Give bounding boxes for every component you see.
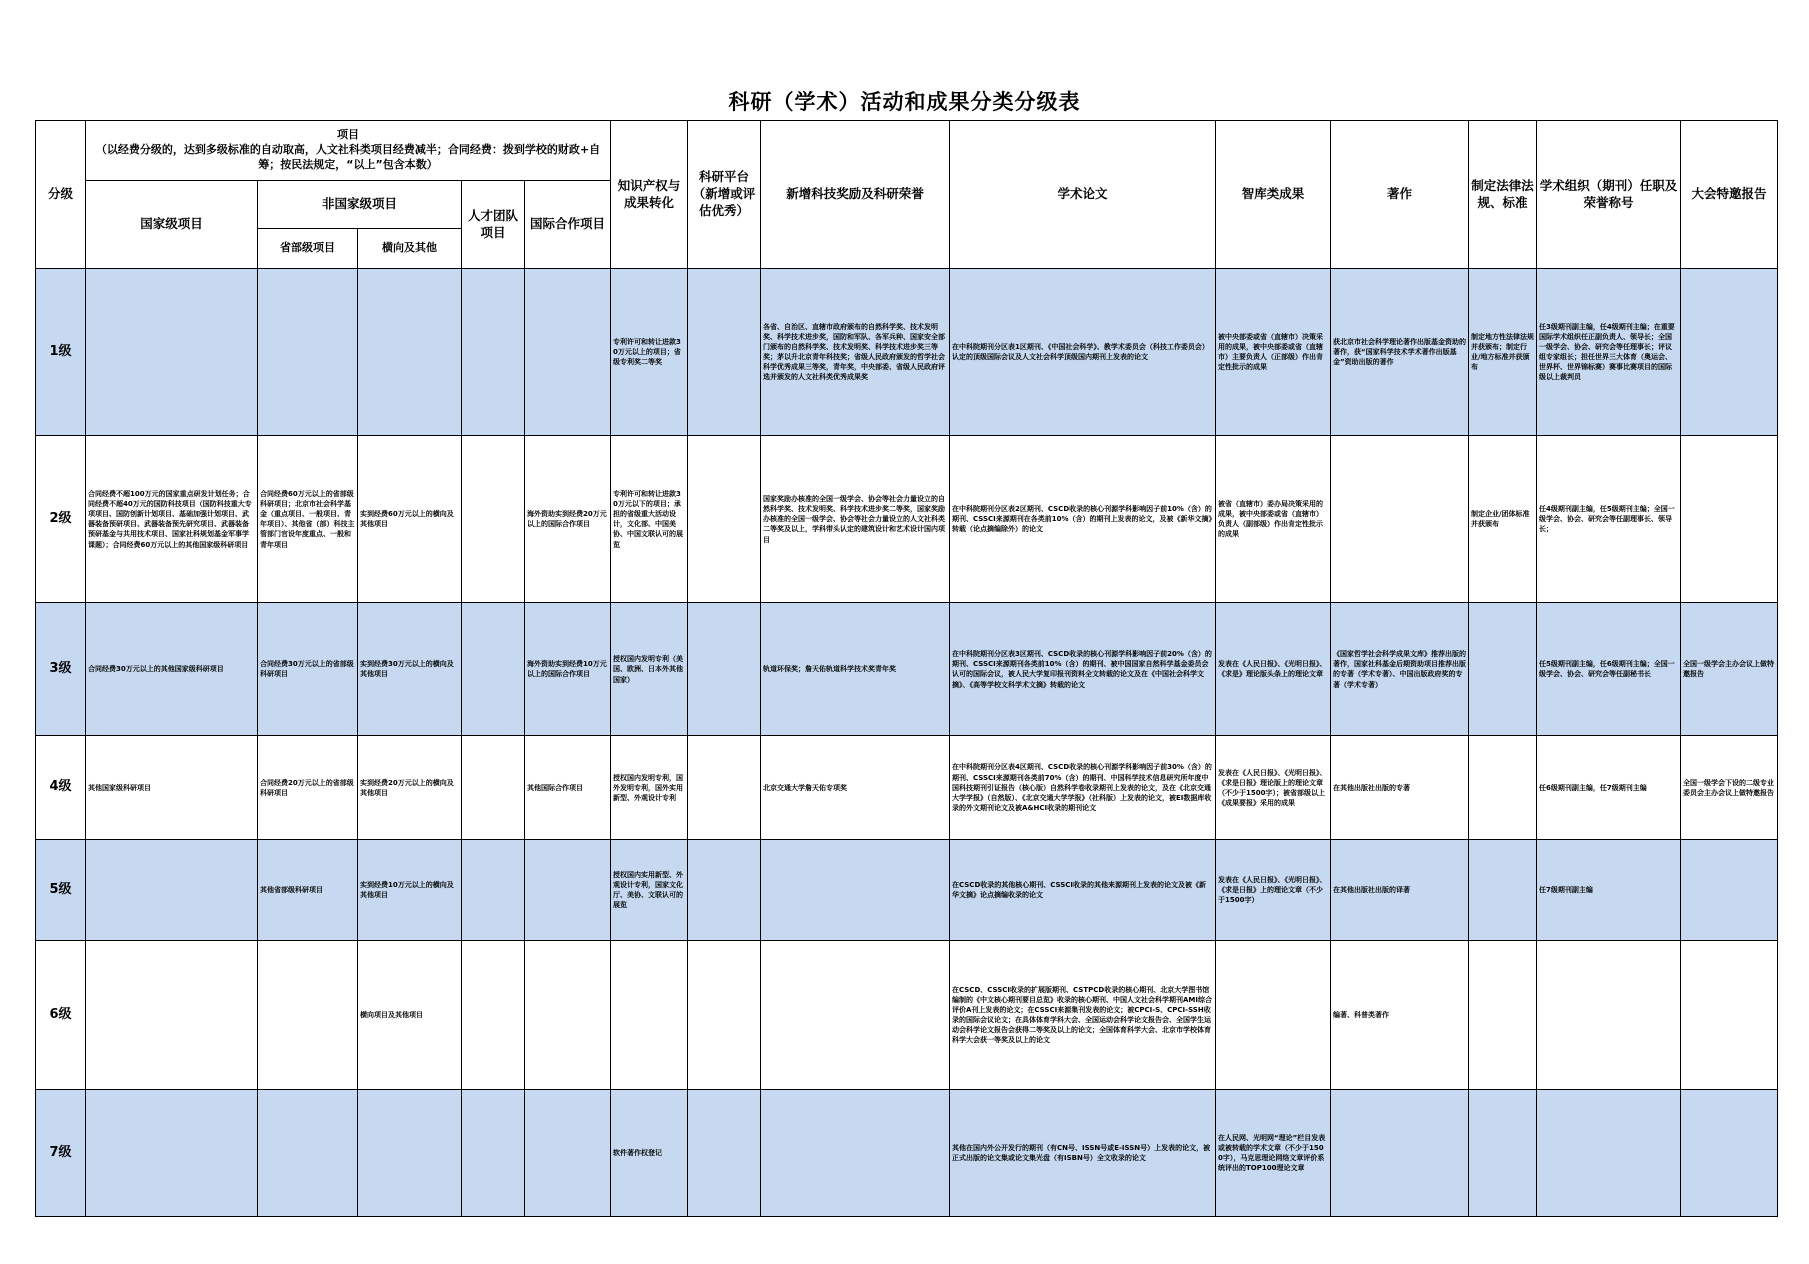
cell-laws (1469, 1090, 1537, 1217)
cell-national (86, 1090, 258, 1217)
cell-laws (1469, 840, 1537, 941)
page-title: 科研（学术）活动和成果分类分级表 (728, 90, 1081, 114)
header-ip: 知识产权与成果转化 (611, 121, 688, 269)
cell-keynote (1681, 269, 1778, 436)
cell-national: 其他国家级科研项目 (86, 736, 258, 840)
cell-horizontal: 横向项目及其他项目 (358, 940, 462, 1089)
table-row (36, 736, 1778, 840)
header-thinktank: 智库类成果 (1216, 121, 1331, 269)
cell-provincial: 合同经费20万元以上的省部级科研项目 (258, 736, 358, 840)
header-talent: 人才团队项目 (462, 181, 525, 269)
cell-ip: 授权国内发明专利（美国、欧洲、日本外其他国家） (611, 603, 688, 736)
cell-papers: 在中科院期刊分区表2区期刊、CSCD收录的核心刊源学科影响因子前10%（含）的期刊、CSSCI来源期刊在各类前10%（含）的期刊上发表的论文，及被《新华文摘》转载（论点摘编除外）的论文 (950, 436, 1216, 603)
cell-laws (1469, 940, 1537, 1089)
table-row (36, 603, 1778, 736)
cell-academic-org: 任6级期刊副主编，任7级期刊主编 (1537, 736, 1681, 840)
cell-laws (1469, 603, 1537, 736)
header-academic-org: 学术组织（期刊）任职及荣誉称号 (1537, 121, 1681, 269)
cell-papers: 在CSCD收录的其他核心期刊、CSSCI收录的其他来源期刊上发表的论文及被《新华文摘》论点摘编收录的论文 (950, 840, 1216, 941)
cell-academic-org: 任3级期刊副主编，任4级期刊主编；在重要国际学术组织任正副负责人、领导长；全国一级学会、协会、研究会等任理事长；评议组专家组长；担任世界三大体育（奥运会、世界杯、世界锦标赛）赛事比赛项目的国际级以上裁判员 (1537, 269, 1681, 436)
cell-talent (462, 436, 525, 603)
cell-talent (462, 736, 525, 840)
cell-papers: 在中科院期刊分区表1区期刊、《中国社会科学》、教学术委员会（科技工作委员会）认定的顶级国际会议及人文社会科学顶级国内期刊上发表的论文 (950, 269, 1216, 436)
cell-provincial (258, 269, 358, 436)
cell-papers: 在中科院期刊分区表3区期刊、CSCD收录的核心刊源学科影响因子前20%（含）的期刊、CSSCI来源期刊各类前10%（含）的期刊、被中国国家自然科学基金委员会认可的国际会议，被人民大学复印报刊资料全文转载的论文及在《中国社会科学文摘》、《高等学校文科学术文摘》转载的论文 (950, 603, 1216, 736)
cell-laws (1469, 736, 1537, 840)
table-row (36, 840, 1778, 941)
cell-papers: 其他在国内外公开发行的期刊（有CN号、ISSN号或E-ISSN号）上发表的论文，被正式出版的论文集或论文集光盘（有ISBN号）全文收录的论文 (950, 1090, 1216, 1217)
cell-level: 2级 (36, 436, 86, 603)
cell-ip: 授权国内发明专利，国外发明专利，国外实用新型、外观设计专利 (611, 736, 688, 840)
cell-works: 获北京市社会科学理论著作出版基金资助的著作，获“国家科学技术学术著作出版基金”资助出版的著作 (1331, 269, 1469, 436)
cell-academic-org: 任7级期刊副主编 (1537, 840, 1681, 941)
table-row (36, 1090, 1778, 1217)
header-international: 国际合作项目 (525, 181, 611, 269)
cell-awards: 国家奖励办核准的全国一级学会、协会等社会力量设立的自然科学奖、技术发明奖、科学技术进步奖二等奖，国家奖励办核准的全国一级学会、协会等社会力量设立的人文社科类二等奖及以上，学科带头认定的建筑设计和艺术设计国内项目 (761, 436, 950, 603)
cell-thinktank: 发表在《人民日报》、《光明日报》、《求是日报》理论版上的理论文章（不少于1500字）；被省部级以上《成果要报》采用的成果 (1216, 736, 1331, 840)
cell-national: 合同经费30万元以上的其他国家级科研项目 (86, 603, 258, 736)
header-project-note: （以经费分级的，达到多级标准的自动取高，人文社科类项目经费减半；合同经费：拨到学校的财政+自筹；按民法规定，“以上”包含本数） (95, 143, 601, 171)
cell-level: 7级 (36, 1090, 86, 1217)
header-laws: 制定法律法规、标准 (1469, 121, 1537, 269)
cell-keynote: 全国一级学会下设的二级专业委员会主办会议上做特邀报告 (1681, 736, 1778, 840)
header-works: 著作 (1331, 121, 1469, 269)
cell-national: 合同经费不超100万元的国家重点研发计划任务；合同经费不超40万元的国防科技项目（国防科技重大专项项目、国防创新计划项目、基础加强计划项目、武器装备预研项目、武器装备预先研究项目、武器装备预研基金与共用技术项目、国家社科规划基金军事学课题）；合同经费60万元以上的其他国家级科研项目 (86, 436, 258, 603)
cell-provincial (258, 940, 358, 1089)
cell-academic-org: 任5级期刊副主编，任6级期刊主编；全国一级学会、协会、研究会等任副秘书长 (1537, 603, 1681, 736)
cell-platform (688, 1090, 761, 1217)
table-body (36, 269, 1778, 1217)
cell-horizontal: 实到经费10万元以上的横向及其他项目 (358, 840, 462, 941)
cell-horizontal (358, 1090, 462, 1217)
cell-talent (462, 269, 525, 436)
table-row (36, 269, 1778, 436)
cell-works: 编著、科普类著作 (1331, 940, 1469, 1089)
cell-works (1331, 1090, 1469, 1217)
header-project-title: 项目 (337, 128, 359, 142)
cell-ip (611, 940, 688, 1089)
cell-talent (462, 940, 525, 1089)
header-keynote: 大会特邀报告 (1681, 121, 1778, 269)
cell-international: 其他国际合作项目 (525, 736, 611, 840)
cell-ip: 授权国内实用新型、外观设计专利，国家文化厅、美协、文联认可的展览 (611, 840, 688, 941)
cell-keynote (1681, 436, 1778, 603)
header-horizontal: 横向及其他 (358, 229, 462, 269)
cell-national (86, 269, 258, 436)
header-non-national: 非国家级项目 (258, 181, 462, 229)
cell-platform (688, 840, 761, 941)
cell-talent (462, 1090, 525, 1217)
cell-level: 6级 (36, 940, 86, 1089)
cell-laws: 制定企业/团体标准并获颁布 (1469, 436, 1537, 603)
cell-keynote (1681, 940, 1778, 1089)
cell-awards (761, 940, 950, 1089)
cell-provincial: 合同经费30万元以上的省部级科研项目 (258, 603, 358, 736)
classification-table (35, 120, 1778, 1217)
header-provincial: 省部级项目 (258, 229, 358, 269)
cell-international: 海外资助实到经费10万元以上的国际合作项目 (525, 603, 611, 736)
cell-academic-org (1537, 940, 1681, 1089)
cell-platform (688, 603, 761, 736)
cell-papers: 在中科院期刊分区表4区期刊、CSCD收录的核心刊源学科影响因子前30%（含）的期刊、CSSCI来源期刊各类前70%（含）的期刊、中国科学技术信息研究所年度中国科技期刊引证报告（核心版）自然科学卷收录期刊上发表的论文，及在《北京交通大学学报》（自然版）、《北京交通大学学报》（社科版）上发表的论文，被EI数据库收录的外文期刊论文及被A&HCI收录的期刊论文 (950, 736, 1216, 840)
cell-ip: 专利许可和转让进款30万元以下的项目；承担的省级重大活动设计，文化部、中国美协、中国文联认可的展览 (611, 436, 688, 603)
cell-talent (462, 603, 525, 736)
cell-platform (688, 436, 761, 603)
cell-laws: 制定地方性法律法规并获颁布；制定行业/地方标准并获颁布 (1469, 269, 1537, 436)
cell-provincial (258, 1090, 358, 1217)
cell-thinktank: 在人民网、光明网“理论”栏目发表或被转载的学术文章（不少于1500字），马克思理论网络文章评价系统评出的TOP100理论文章 (1216, 1090, 1331, 1217)
cell-thinktank: 被省（直辖市）委办局决策采用的成果，被中央部委或省（直辖市）负责人（副部级）作出肯定性批示的成果 (1216, 436, 1331, 603)
cell-international (525, 269, 611, 436)
header-level: 分级 (36, 121, 86, 269)
cell-ip: 专利许可和转让进款30万元以上的项目；省级专利奖二等奖 (611, 269, 688, 436)
cell-horizontal: 实到经费30万元以上的横向及其他项目 (358, 603, 462, 736)
cell-level: 5级 (36, 840, 86, 941)
table-row (36, 940, 1778, 1089)
cell-keynote (1681, 1090, 1778, 1217)
cell-papers: 在CSCD、CSSCI收录的扩展版期刊、CSTPCD收录的核心期刊、北京大学图书馆编制的《中文核心期刊要目总览》收录的核心期刊、中国人文社会科学期刊AMI综合评价A刊上发表的论文；在CSSCI来源集刊发表的论文；被CPCI-S、CPCI-SSH收录的国际会议论文；在具体体育学科大会、全国运动会科学论文报告会、全国学生运动会科学论文报告会获得二等奖及以上的论文；全国体育科学大会、北京市学校体育科学大会获一等奖及以上的论文 (950, 940, 1216, 1089)
cell-works: 在其他出版社出版的译著 (1331, 840, 1469, 941)
cell-level: 4级 (36, 736, 86, 840)
header-papers: 学术论文 (950, 121, 1216, 269)
cell-works: 《国家哲学社会科学成果文库》推荐出版的著作，国家社科基金后期资助项目推荐出版的专著（学术专著）、中国出版政府奖的专著（学术专著） (1331, 603, 1469, 736)
cell-international: 海外资助实到经费20万元以上的国际合作项目 (525, 436, 611, 603)
header-awards: 新增科技奖励及科研荣誉 (761, 121, 950, 269)
cell-academic-org (1537, 1090, 1681, 1217)
header-platform: 科研平台（新增或评估优秀） (688, 121, 761, 269)
table-row (36, 436, 1778, 603)
cell-provincial: 合同经费60万元以上的省部级科研项目；北京市社会科学基金（重点项目、一般项目、青年项目）、其他省（部）科技主管部门官设年度重点、一般和青年项目 (258, 436, 358, 603)
cell-horizontal: 实到经费20万元以上的横向及其他项目 (358, 736, 462, 840)
cell-awards: 各省、自治区、直辖市政府颁布的自然科学奖、技术发明奖、科学技术进步奖，国防和军队、各军兵种、国家安全部门颁布的自然科学奖、技术发明奖、科学技术进步奖三等奖；茅以升北京青年科技奖；省级人民政府颁发的哲学社会科学优秀成果三等奖，青年奖，中央部委、省级人民政府评选并颁发的人文社科类优秀成果奖 (761, 269, 950, 436)
cell-awards (761, 840, 950, 941)
cell-works: 在其他出版社出版的专著 (1331, 736, 1469, 840)
cell-national (86, 940, 258, 1089)
cell-academic-org: 任4级期刊副主编，任5级期刊主编；全国一级学会、协会、研究会等任副理事长、领导长； (1537, 436, 1681, 603)
cell-platform (688, 269, 761, 436)
cell-level: 1级 (36, 269, 86, 436)
cell-thinktank: 发表在《人民日报》、《光明日报》、《求是》理论版头条上的理论文章 (1216, 603, 1331, 736)
cell-ip: 软件著作权登记 (611, 1090, 688, 1217)
cell-talent (462, 840, 525, 941)
cell-thinktank: 发表在《人民日报》、《光明日报》、《求是日报》上的理论文章（不少于1500字） (1216, 840, 1331, 941)
cell-international (525, 840, 611, 941)
cell-thinktank (1216, 940, 1331, 1089)
cell-horizontal: 实到经费60万元以上的横向及其他项目 (358, 436, 462, 603)
cell-international (525, 940, 611, 1089)
cell-keynote: 全国一级学会主办会议上做特邀报告 (1681, 603, 1778, 736)
cell-thinktank: 被中央部委或省（直辖市）决策采用的成果，被中央部委或省（直辖市）主要负责人（正部级）作出肯定性批示的成果 (1216, 269, 1331, 436)
cell-provincial: 其他省部级科研项目 (258, 840, 358, 941)
cell-international (525, 1090, 611, 1217)
cell-platform (688, 940, 761, 1089)
cell-horizontal (358, 269, 462, 436)
cell-level: 3级 (36, 603, 86, 736)
cell-awards (761, 1090, 950, 1217)
header-national: 国家级项目 (86, 181, 258, 269)
cell-national (86, 840, 258, 941)
cell-awards: 轨道环保奖；詹天佑轨道科学技术奖青年奖 (761, 603, 950, 736)
cell-platform (688, 736, 761, 840)
cell-awards: 北京交通大学詹天佑专项奖 (761, 736, 950, 840)
header-project-group (86, 121, 611, 181)
cell-keynote (1681, 840, 1778, 941)
cell-works (1331, 436, 1469, 603)
